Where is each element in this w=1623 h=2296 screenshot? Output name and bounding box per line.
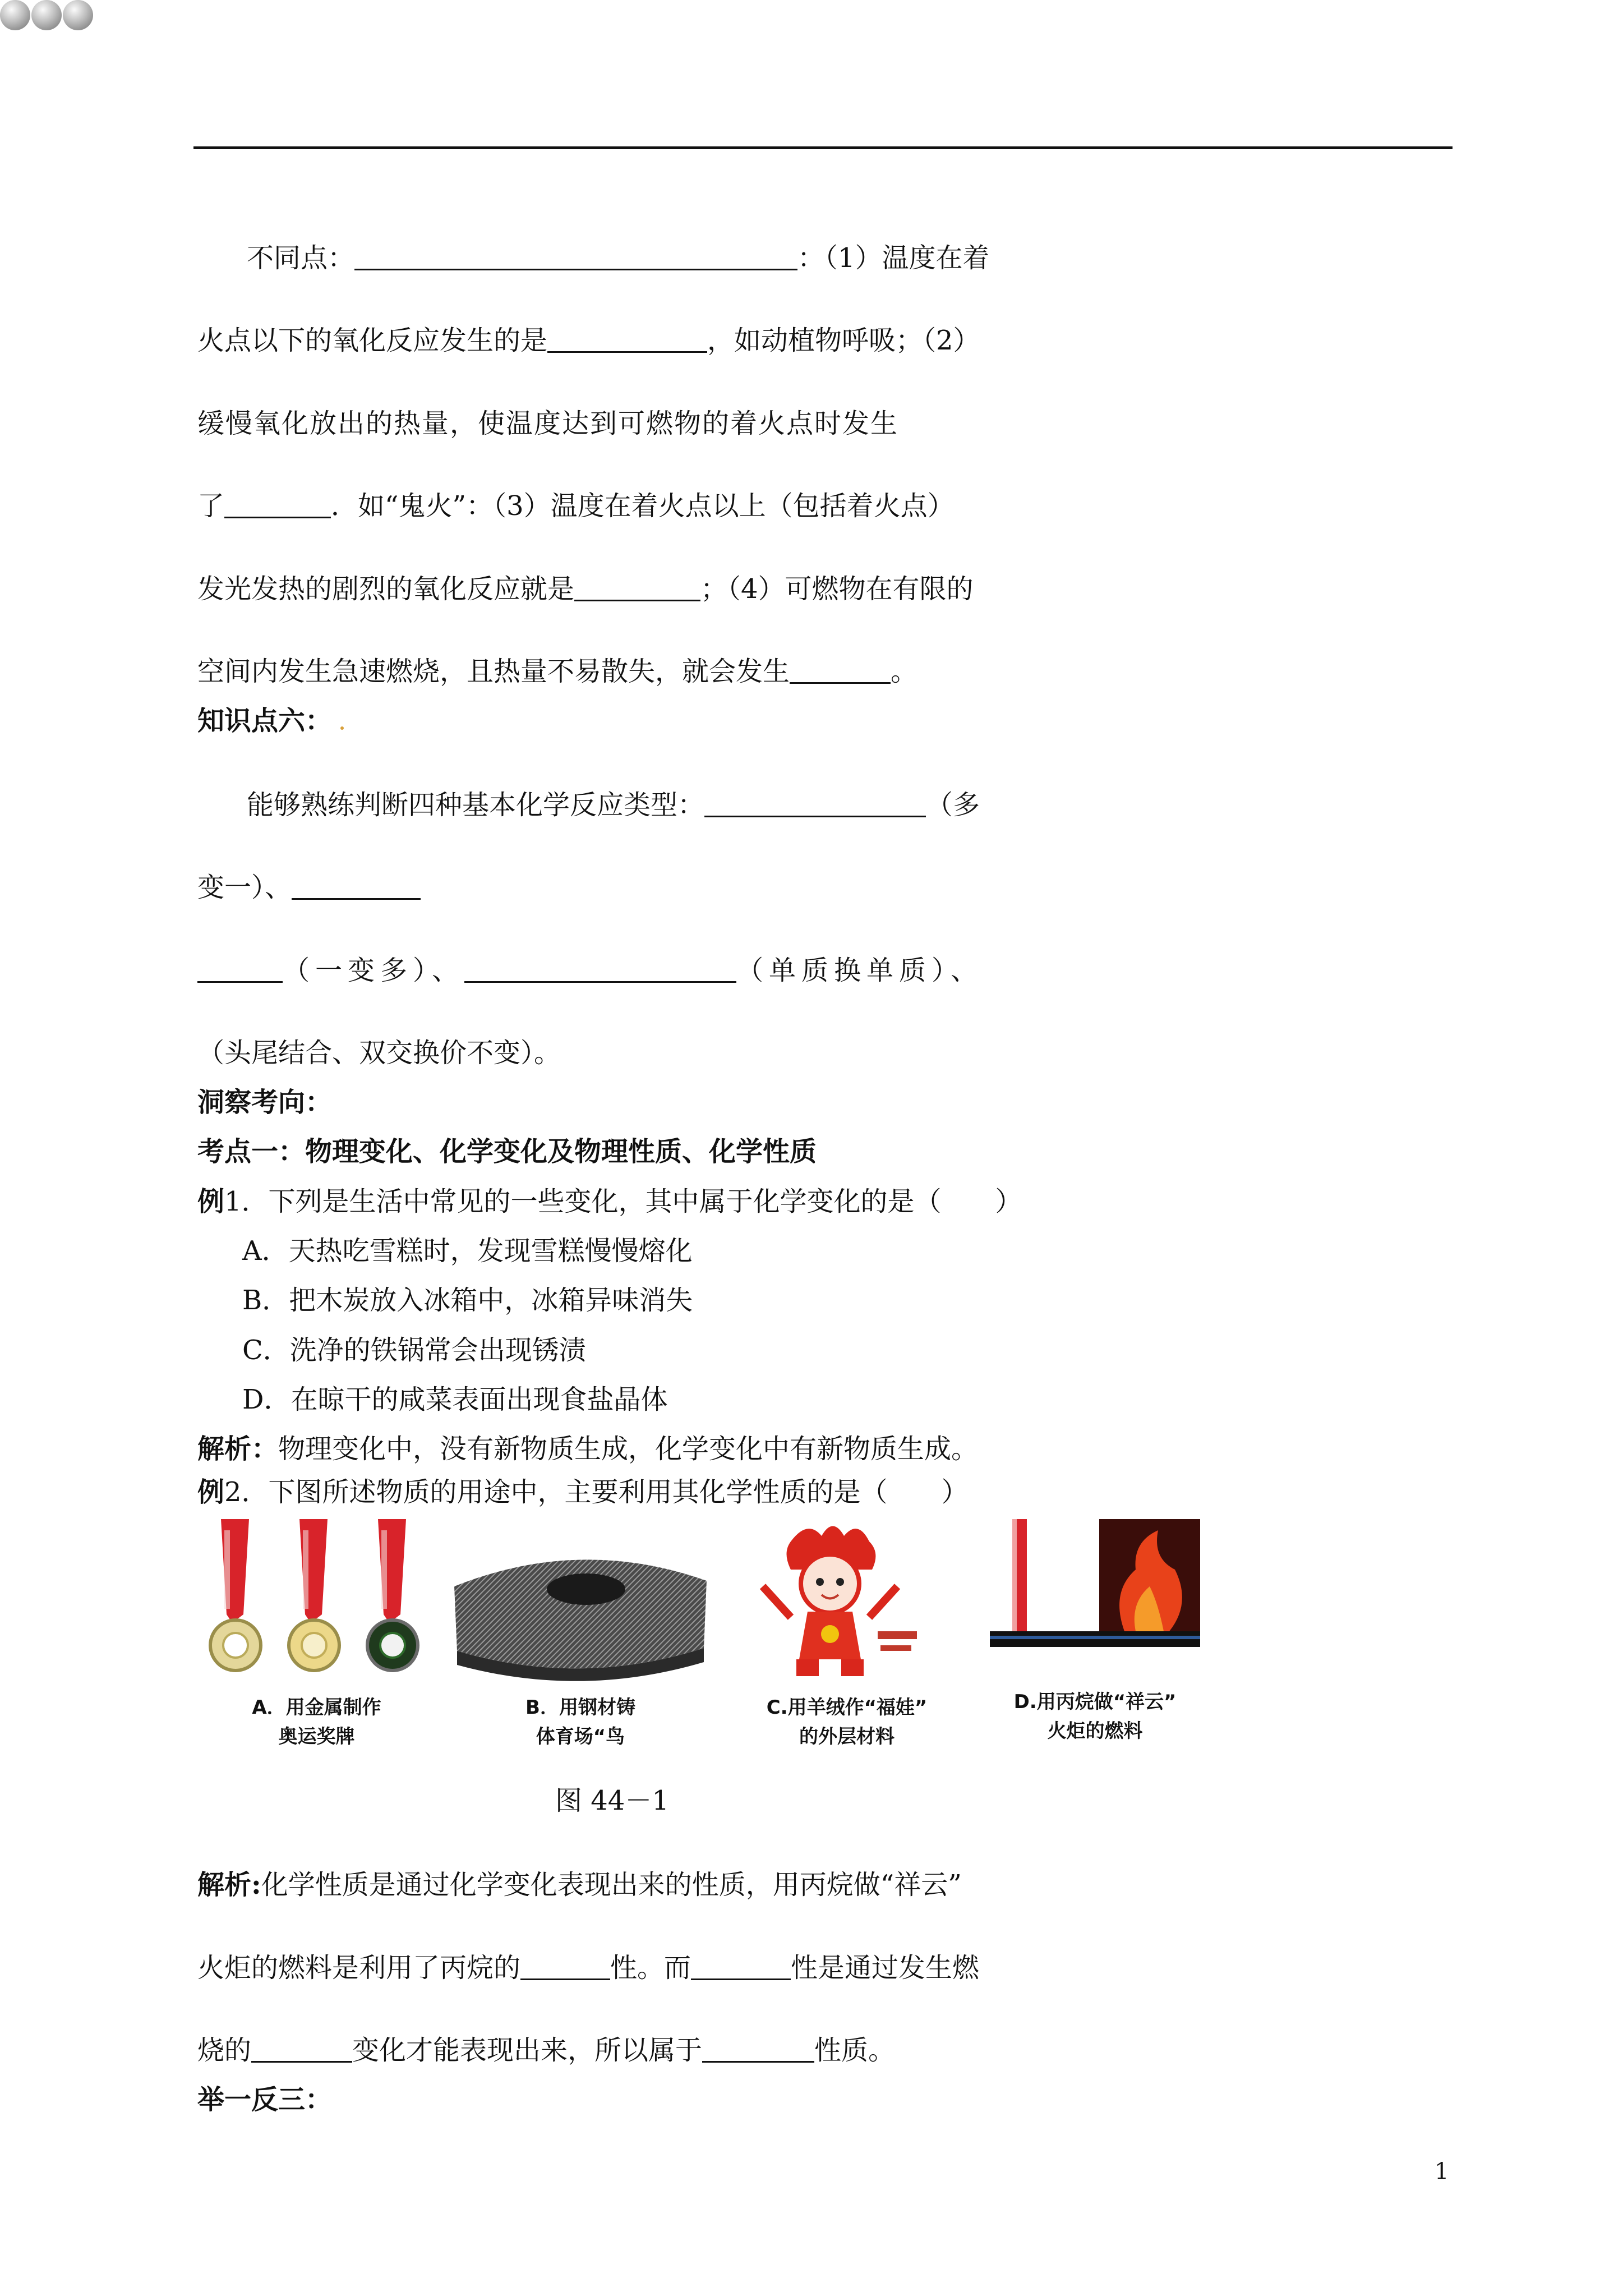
caption-a: A．用金属制作 奥运奖牌 [252,1696,381,1748]
text-line: 火炬的燃料是利用了丙烷的 性。而 性是通过发生燃 [197,1952,980,1984]
fill-blank[interactable] [464,959,736,983]
section-heading: 洞察考向： [197,1087,333,1118]
option-a: A．天热吃雪糕时，发现雪糕慢慢熔化 [242,1235,693,1267]
window-dots [0,0,93,30]
circle-icon [31,0,62,30]
figure-panel-d [990,1519,1200,1766]
fill-blank[interactable] [702,2039,814,2063]
stadium-image [449,1519,712,1687]
text-line: （一变多）、 （单质换单质）、 [197,954,983,987]
speck-mark [340,726,344,730]
caption-b: B．用钢材铸 体育场“鸟 [525,1696,635,1748]
section-heading: 举一反三： [197,2084,333,2115]
text-line: 火点以下的氧化反应发生的是 ，如动植物呼吸；（2） [197,325,980,356]
fill-blank[interactable] [547,329,707,353]
option-b: B．把木炭放入冰箱中，冰箱异味消失 [242,1285,693,1316]
example-1: 例1．下列是生活中常见的一些变化，其中属于化学变化的是（ ） [197,1186,1022,1217]
page-number: 1 [1435,2159,1449,2184]
fill-blank[interactable] [790,660,891,684]
fill-blank[interactable] [292,876,421,900]
fill-blank[interactable] [691,1956,791,1980]
caption-c: C.用羊绒作“福娃” 的外层材料 [766,1696,928,1748]
caption-d: D.用丙烷做“祥云” 火炬的燃料 [1013,1691,1177,1742]
fill-blank[interactable] [354,246,797,270]
text-line: （头尾结合、双交换价不变）。 [197,1037,561,1069]
option-d: D．在晾干的咸菜表面出现食盐晶体 [242,1384,668,1415]
analysis-1: 解析：物理变化中，没有新物质生成，化学变化中有新物质生成。 [197,1433,979,1465]
header-rule [193,146,1453,149]
text-line: 能够熟练判断四种基本化学反应类型： （多 [247,789,980,821]
fill-blank[interactable] [520,1956,610,1980]
medals-image [197,1519,436,1687]
fill-blank[interactable] [704,793,926,817]
figure-panel-c [729,1519,965,1766]
circle-icon [0,0,30,30]
text-line: 发光发热的剧烈的氧化反应就是 ；（4）可燃物在有限的 [197,573,974,605]
text-line: 了 ．如“鬼火”：（3）温度在着火点以上（包括着火点） [197,490,955,522]
analysis-2: 解析:化学性质是通过化学变化表现出来的性质，用丙烷做“祥云” [197,1869,962,1901]
fill-blank[interactable] [224,494,331,518]
torch-image [990,1519,1200,1687]
option-c: C．洗净的铁锅常会出现锈渍 [242,1335,586,1366]
fill-blank[interactable] [197,959,283,983]
figure-panel-b [449,1519,712,1766]
text-line: 烧的 变化才能表现出来，所以属于 性质。 [197,2035,896,2066]
section-heading: 考点一：物理变化、化学变化及物理性质、化学性质 [197,1136,817,1167]
text-line: 空间内发生急速燃烧，且热量不易散失，就会发生 。 [197,656,918,687]
circle-icon [63,0,93,30]
mascot-image [729,1519,965,1687]
fill-blank[interactable] [574,577,700,601]
fill-blank[interactable] [251,2039,352,2063]
text-line: 不同点： ：（1）温度在着 [247,242,990,274]
example-2: 例2．下图所述物质的用途中，主要利用其化学性质的是（ ） [197,1476,969,1508]
section-heading: 知识点六： [197,705,333,737]
text-line: 缓慢氧化放出的热量，使温度达到可燃物的着火点时发生 [197,408,899,439]
text-line: 变一）、 [197,871,421,904]
figure-label: 图 44－1 [555,1785,669,1816]
figure-panel-a [197,1519,436,1766]
